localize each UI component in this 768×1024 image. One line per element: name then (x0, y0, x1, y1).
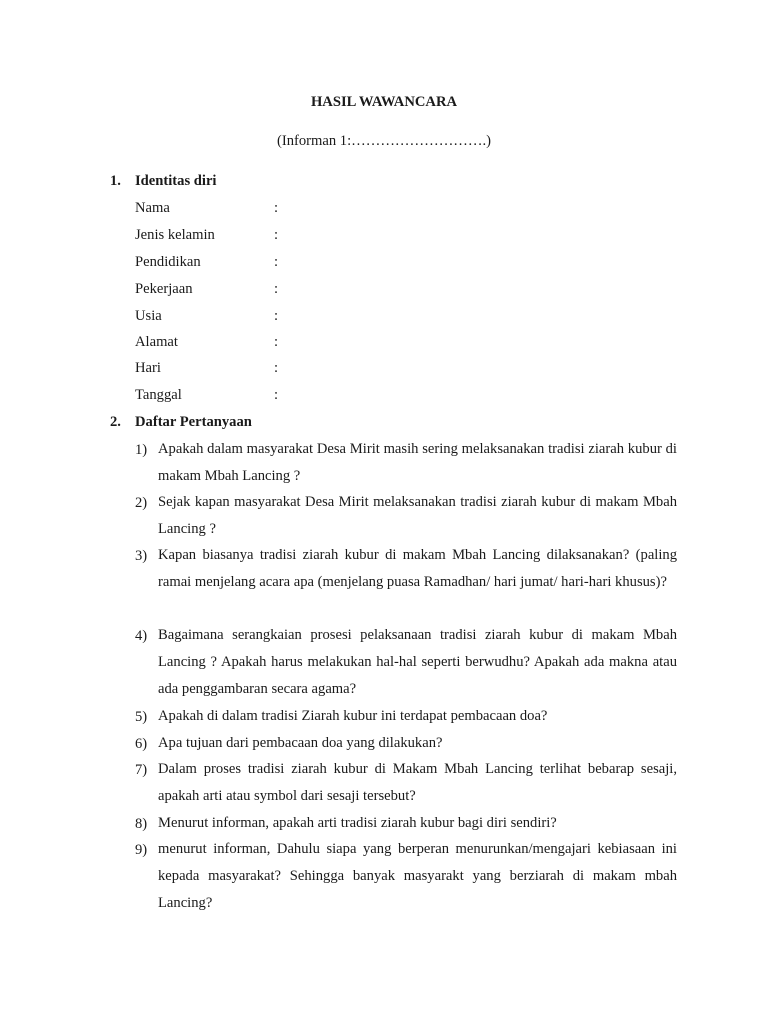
field-label-pendidikan: Pendidikan (135, 254, 201, 270)
question-text: Menurut informan, apakah arti tradisi ziarah kubur bagi diri sendiri? (158, 815, 557, 831)
question-number: 5) (135, 709, 148, 725)
question-item (135, 836, 677, 917)
question-number: 4) (135, 628, 148, 644)
question-number: 1) (135, 442, 148, 458)
section-2-title: Daftar Pertanyaan (135, 414, 252, 430)
field-colon: : (274, 360, 279, 376)
field-colon: : (274, 227, 279, 243)
question-text: Dalam proses tradisi ziarah kubur di Makam Mbah Lancing terlihat bebarap sesaji, apakah arti atau symbol dari sesaji tersebut? (158, 761, 677, 804)
question-item (135, 703, 677, 730)
question-item (135, 730, 677, 757)
question-text: Kapan biasanya tradisi ziarah kubur di makam Mbah Lancing dilaksanakan? (paling ramai menjelang acara apa (menjelang puasa Ramadhan/ hari jumat/ hari-hari khusus)? (158, 547, 677, 590)
field-label-jenis-kelamin: Jenis kelamin (135, 227, 215, 243)
question-text: Apakah di dalam tradisi Ziarah kubur ini terdapat pembacaan doa? (158, 708, 548, 724)
field-label-pekerjaan: Pekerjaan (135, 281, 193, 297)
question-item (135, 542, 677, 596)
question-number: 2) (135, 495, 148, 511)
question-number: 6) (135, 736, 148, 752)
section-1-title: Identitas diri (135, 173, 217, 189)
field-label-tanggal: Tanggal (135, 387, 182, 403)
question-text: Sejak kapan masyarakat Desa Mirit melaksanakan tradisi ziarah kubur di makam Mbah Lancing ? (158, 494, 677, 537)
question-item (135, 436, 677, 490)
question-number: 7) (135, 762, 148, 778)
question-item (135, 756, 677, 810)
question-number: 9) (135, 842, 148, 858)
question-number: 3) (135, 548, 148, 564)
field-colon: : (274, 254, 279, 270)
section-2-number: 2. (110, 414, 121, 430)
question-text: Bagaimana serangkaian prosesi pelaksanaan tradisi ziarah kubur di makam Mbah Lancing ? Apakah harus melakukan hal-hal seperti berwudhu? Apakah ada makna atau ada penggambaran secara agama? (158, 627, 677, 697)
question-text: menurut informan, Dahulu siapa yang berperan menurunkan/mengajari kebiasaan ini kepada masyarakat? Sehingga banyak masyarakt yang berziarah di makam mbah Lancing? (158, 841, 677, 911)
field-colon: : (274, 200, 279, 216)
field-colon: : (274, 281, 279, 297)
question-text: Apakah dalam masyarakat Desa Mirit masih sering melaksanakan tradisi ziarah kubur di makam Mbah Lancing ? (158, 441, 677, 484)
question-item (135, 810, 677, 837)
field-label-hari: Hari (135, 360, 161, 376)
question-item (135, 489, 677, 543)
field-label-usia: Usia (135, 308, 162, 324)
field-colon: : (274, 334, 279, 350)
field-label-nama: Nama (135, 200, 170, 216)
field-colon: : (274, 308, 279, 324)
question-item (135, 622, 677, 703)
field-label-alamat: Alamat (135, 334, 178, 350)
field-colon: : (274, 387, 279, 403)
question-number: 8) (135, 816, 148, 832)
question-text: Apa tujuan dari pembacaan doa yang dilakukan? (158, 735, 443, 751)
document-title: HASIL WAWANCARA (310, 94, 458, 110)
section-1-number: 1. (110, 173, 121, 189)
informan-line: (Informan 1:……………………….) (276, 133, 491, 149)
